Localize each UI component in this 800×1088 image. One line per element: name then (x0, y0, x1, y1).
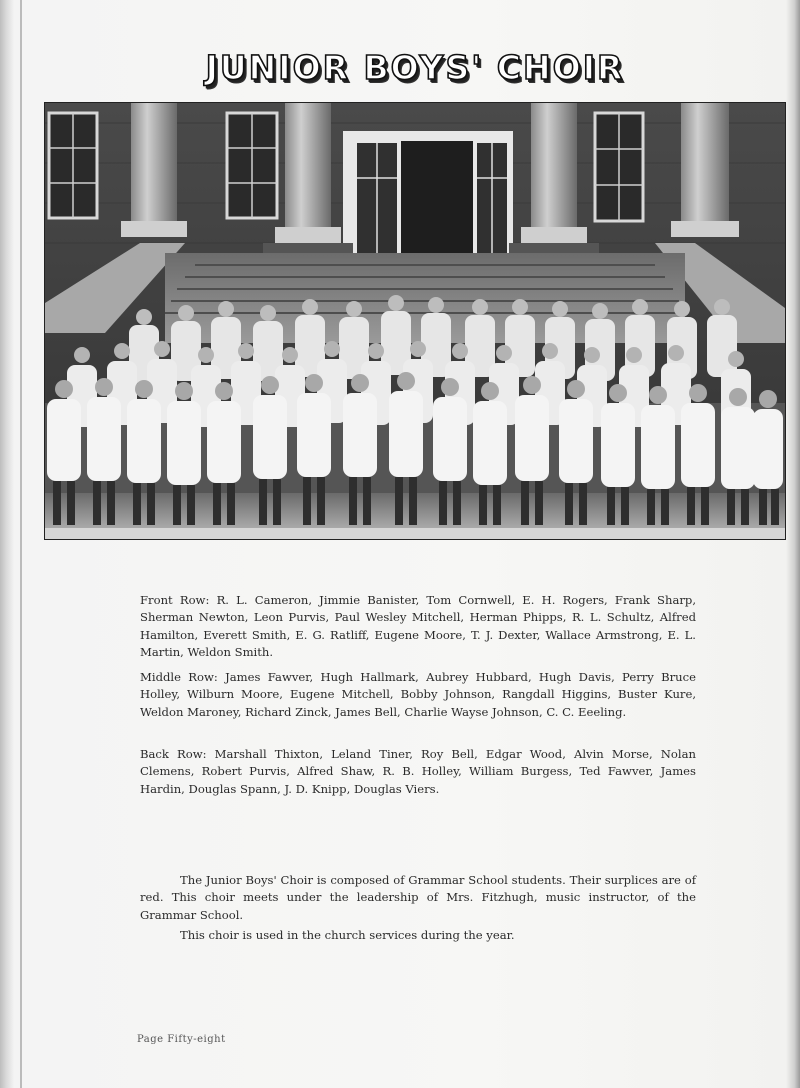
back-row-names: Marshall Thixton, Leland Tiner, Roy Bell, Edgar Wood, Alvin Morse, Nolan Clemens, Robert Purvis, Alfred Shaw, R. B. Holley, William Burgess, Ted Fawver, James Hardin, Douglas Spann, J. D. Knipp, Douglas Viers. (140, 747, 696, 796)
page-number: Page Fifty-eight (137, 1034, 226, 1045)
back-row-label: Back Row: (140, 747, 207, 761)
choir-description: The Junior Boys' Choir is composed of Grammar School students. Their surplices are of red. This choir meets under the leadership of Mrs. Fitzhugh, music instructor, of the Grammar School. (140, 873, 696, 922)
binding-edge (20, 0, 22, 1088)
page-edge-shadow (786, 0, 800, 1088)
page-title: JUNIOR BOYS' CHOIR (205, 48, 625, 87)
front-row-caption (140, 592, 696, 661)
choir-group-photo (44, 102, 786, 540)
back-row-caption (140, 746, 696, 798)
front-row-label: Front Row: (140, 593, 210, 607)
middle-row-caption (140, 669, 696, 721)
middle-row-label: Middle Row: (140, 670, 218, 684)
front-row-names: R. L. Cameron, Jimmie Banister, Tom Cornwell, E. H. Rogers, Frank Sharp, Sherman Newton, Leon Purvis, Paul Wesley Mitchell, Herman Phipps, R. L. Schultz, Alfred Hamilton, Everett Smith, E. G. Ratliff, Eugene Moore, T. J. Dexter, Wallace Armstrong, E. L. Martin, Weldon Smith. (140, 593, 697, 659)
middle-row-names: James Fawver, Hugh Hallmark, Aubrey Hubbard, Hugh Davis, Perry Bruce Holley, Wilburn Moore, Eugene Mitchell, Bobby Johnson, Rangdall Higgins, Buster Kure, Weldon Maroney, Richard Zinck, James Bell, Charlie Wayse Johnson, C. C. Eeeling. (140, 670, 697, 719)
choir-usage-note: This choir is used in the church services during the year. (180, 928, 515, 942)
